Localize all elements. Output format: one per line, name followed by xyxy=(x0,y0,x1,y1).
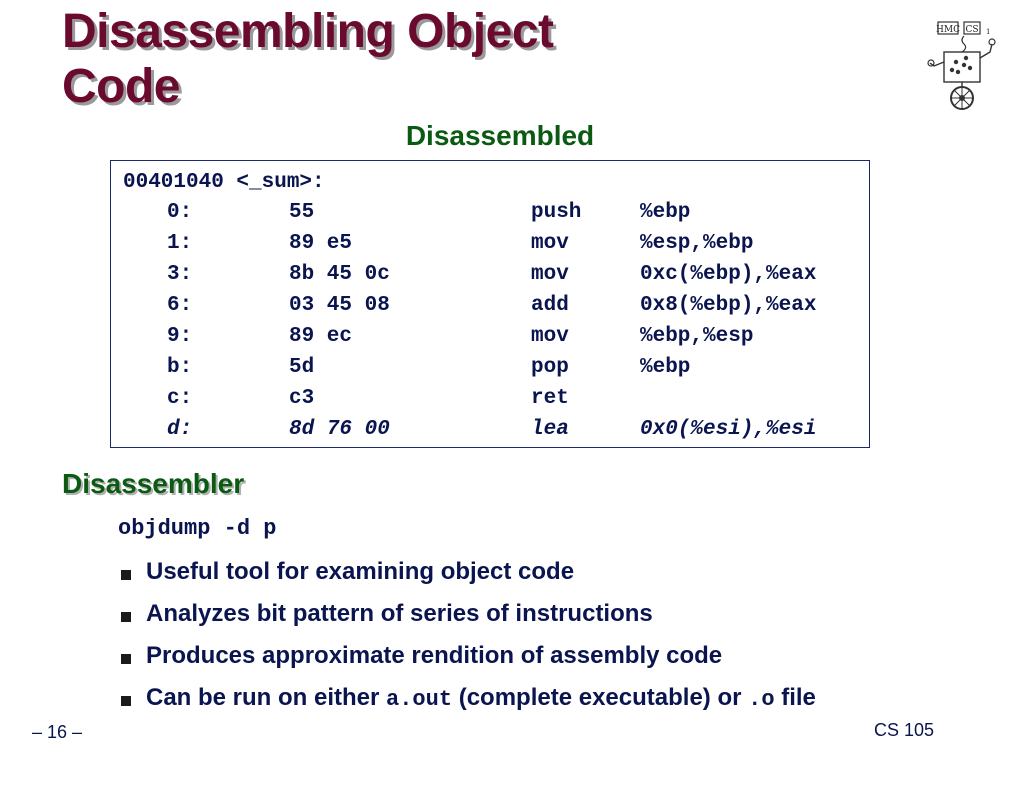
code-address: 9: xyxy=(167,325,193,348)
code-bytes: 55 xyxy=(289,201,315,224)
code-bytes: 89 e5 xyxy=(289,232,353,255)
code-operands: 0x8(%ebp),%eax xyxy=(640,294,817,317)
logo-cs-text: CS xyxy=(965,25,979,35)
hmc-cs-robot-logo-icon xyxy=(926,18,998,114)
title-line-2: Code xyxy=(62,60,180,113)
bullet-text: Analyzes bit pattern of series of instructions xyxy=(146,600,653,627)
logo-sub-text: 1 xyxy=(986,28,991,36)
code-row xyxy=(111,201,871,231)
code-opcode: add xyxy=(531,294,569,317)
code-opcode: push xyxy=(531,201,582,224)
code-address: d: xyxy=(167,418,193,441)
code-operands: 0x0(%esi),%esi xyxy=(640,418,817,441)
code-address: 3: xyxy=(167,263,193,286)
code-row xyxy=(111,356,871,386)
list-item xyxy=(118,600,653,642)
code-bytes: 03 45 08 xyxy=(289,294,390,317)
code-address: b: xyxy=(167,356,193,379)
code-opcode: lea xyxy=(531,418,569,441)
code-row xyxy=(111,387,871,417)
bullet-list xyxy=(118,558,816,726)
code-operands: %esp,%ebp xyxy=(640,232,754,255)
code-address: 6: xyxy=(167,294,193,317)
code-bytes: 5d xyxy=(289,356,315,379)
logo-hmc-text: HMC xyxy=(936,25,960,35)
slide-title xyxy=(62,4,682,114)
bullet-text: Useful tool for examining object code xyxy=(146,558,575,585)
code-row xyxy=(111,418,871,448)
code-address: c: xyxy=(167,387,193,410)
course-label: CS 105 xyxy=(874,720,935,740)
disassembly-box xyxy=(110,160,870,448)
code-row xyxy=(111,294,871,324)
code-address: 0: xyxy=(167,201,193,224)
code-bytes: c3 xyxy=(289,387,315,410)
code-operands: %ebp xyxy=(640,201,691,224)
code-bytes: 8d 76 00 xyxy=(289,418,390,441)
list-item xyxy=(118,684,816,726)
code-address: 1: xyxy=(167,232,193,255)
code-opcode: pop xyxy=(531,356,569,379)
code-opcode: mov xyxy=(531,263,569,286)
bullet-text-part: (complete executable) or xyxy=(452,684,749,711)
bullet-square-icon xyxy=(121,570,131,580)
code-opcode: mov xyxy=(531,232,569,255)
function-header: 00401040 <_sum>: xyxy=(123,171,325,194)
code-row xyxy=(111,325,871,355)
bullet-square-icon xyxy=(121,612,131,622)
code-opcode: mov xyxy=(531,325,569,348)
bullet-text-part: Can be run on either xyxy=(146,684,387,711)
code-row xyxy=(111,263,871,293)
code-operands: %ebp,%esp xyxy=(640,325,754,348)
objdump-command: objdump -d p xyxy=(118,516,277,541)
bullet-text-part: file xyxy=(774,684,816,711)
bullet-text xyxy=(146,684,816,712)
title-line-1: Disassembling Object xyxy=(62,5,554,58)
code-bytes: 89 ec xyxy=(289,325,353,348)
bullet-square-icon xyxy=(121,696,131,706)
page-number: – 16 – xyxy=(32,722,83,742)
list-item xyxy=(118,558,575,600)
list-item xyxy=(118,642,723,684)
disassembler-heading: Disassembler xyxy=(62,468,245,499)
bullet-square-icon xyxy=(121,654,131,664)
code-operands: %ebp xyxy=(640,356,691,379)
bullet-text: Produces approximate rendition of assembly code xyxy=(146,642,723,669)
code-dot-o: .o xyxy=(748,687,775,712)
code-opcode: ret xyxy=(531,387,569,410)
code-operands: 0xc(%ebp),%eax xyxy=(640,263,817,286)
code-aout: a.out xyxy=(386,687,453,712)
code-row xyxy=(111,232,871,262)
code-bytes: 8b 45 0c xyxy=(289,263,390,286)
disassembled-heading: Disassembled xyxy=(405,120,595,151)
